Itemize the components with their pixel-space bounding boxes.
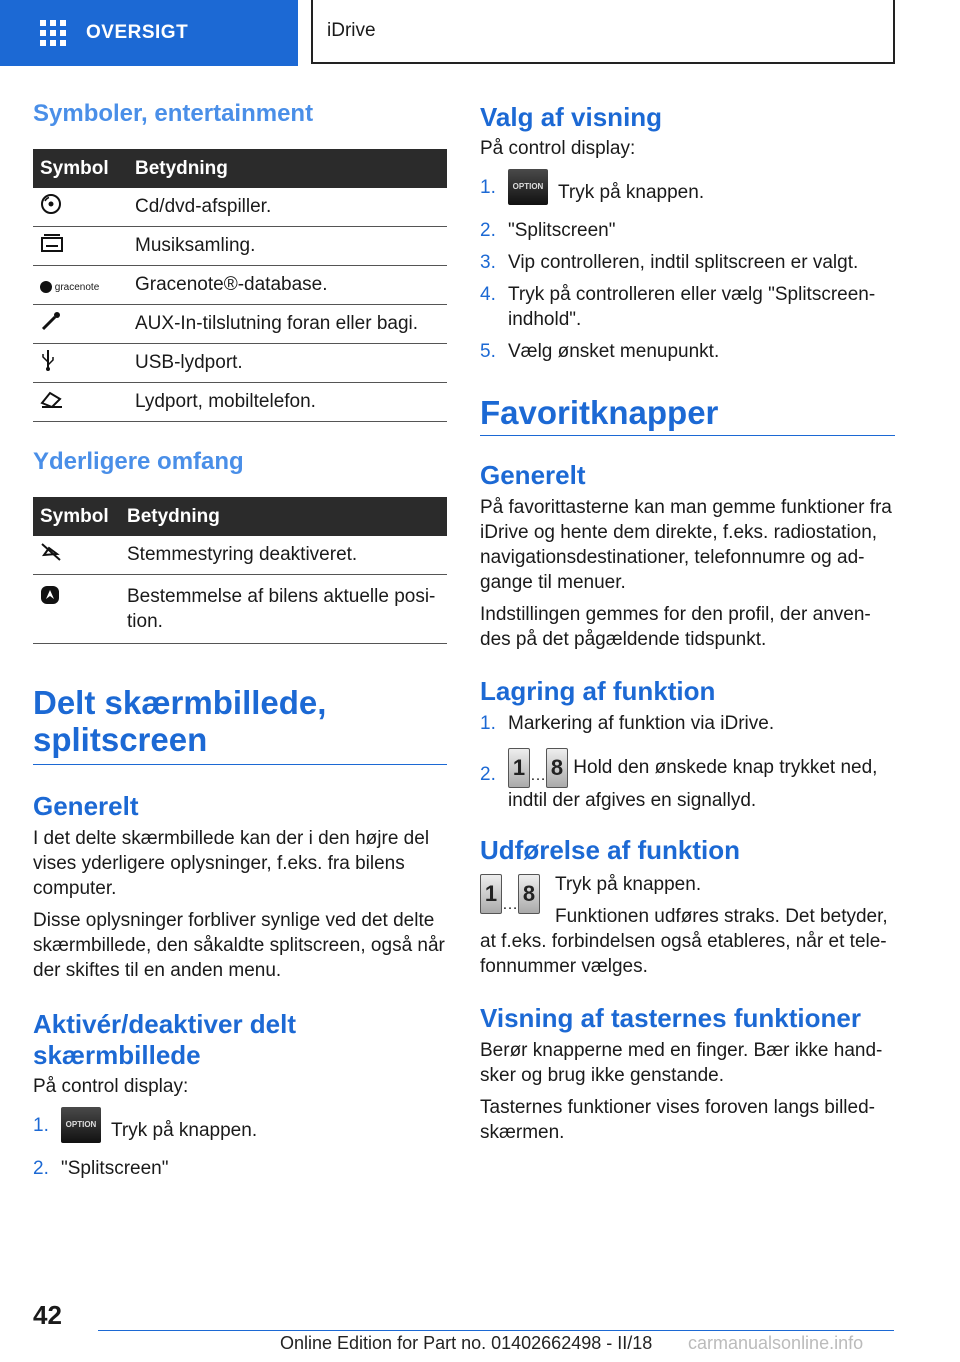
table-row: USB-lydport. (33, 344, 447, 383)
left-column (33, 100, 447, 1188)
table-row: Stemmestyring deaktiveret. (33, 536, 447, 575)
option-button-icon: OPTION (61, 1107, 101, 1143)
option-button-icon: OPTION (508, 169, 548, 205)
table-row: Musiksamling. (33, 227, 447, 266)
list-item: 2. "Splitscreen" (480, 220, 616, 241)
grid-icon (40, 20, 66, 46)
lagring-steps (480, 711, 895, 813)
udforelse-heading: Udførelse af funktion (480, 835, 741, 865)
visning-heading: Visning af tasternes funktioner (480, 1003, 861, 1033)
splitscreen-heading: Delt skærmbillede, splitscreen (33, 684, 327, 758)
list-item: 4. Tryk på controlleren eller vælg "Splitscreen-indhold". (480, 284, 876, 330)
paragraph: Indstillingen gemmes for den profil, der anven‐des på det pågældende tidspunkt. (480, 604, 871, 650)
paragraph: Berør knapperne med en finger. Bær ikke hand‐sker og brug ikke genstande. (480, 1040, 883, 1086)
table-row: Cd/dvd-afspiller. (33, 188, 447, 227)
list-item: 2. 1 … 8 Hold den ønskede knap trykket ned, indtil der afgives en signallyd. (480, 748, 895, 813)
section-title-entertainment: Symboler, entertainment (33, 100, 314, 127)
splitscreen-heading-wrap (33, 684, 447, 765)
right-column (480, 100, 895, 1145)
list-item: 1. Markering af funktion via iDrive. (480, 713, 775, 734)
phone-audio-icon (40, 389, 64, 409)
symbols-extended-table (33, 497, 447, 644)
breadcrumb[interactable]: iDrive (311, 0, 895, 64)
paragraph: Tryk på knappen. (555, 874, 702, 895)
favorite-keys-icon: 1 … 8 (480, 874, 540, 914)
favorite-key-8-icon: 8 (546, 748, 568, 788)
location-icon (40, 585, 60, 605)
paragraph: På control display: (480, 138, 636, 159)
table-row: Lydport, mobiltelefon. (33, 383, 447, 422)
overview-label: OVERSIGT (86, 22, 189, 43)
overview-nav-button[interactable] (0, 0, 298, 66)
aktiver-steps (33, 1113, 447, 1181)
usb-icon (40, 348, 56, 372)
list-item: 1. OPTION Tryk på knappen. (480, 175, 895, 211)
disc-icon (40, 193, 62, 215)
valg-heading: Valg af visning (480, 102, 663, 132)
valg-steps (480, 175, 895, 364)
paragraph: På control display: (33, 1076, 189, 1097)
table-row: AUX-In-tilslutning foran eller bagi. (33, 305, 447, 344)
col-symbol: Symbol (33, 497, 120, 536)
udforelse-block (480, 872, 895, 979)
section-title-extended: Yderligere omfang (33, 448, 244, 475)
aux-jack-icon (40, 310, 62, 332)
watermark[interactable]: carmanualsonline.info (688, 1333, 864, 1353)
symbols-entertainment-table (33, 149, 447, 422)
favorit-heading-wrap (480, 394, 895, 436)
list-item: 2. "Splitscreen" (33, 1158, 169, 1179)
col-meaning: Betydning (128, 149, 447, 188)
music-collection-icon (40, 233, 64, 253)
list-item: 3. Vip controlleren, indtil splitscreen er valgt. (480, 252, 859, 273)
list-item: 5. Vælg ønsket menupunkt. (480, 341, 720, 362)
aktiver-heading: Aktivér/deaktiver delt skærmbillede (33, 1009, 297, 1070)
top-bar (0, 0, 960, 66)
table-row: gracenote Gracenote®-database. (33, 266, 447, 305)
generelt-heading: Generelt (33, 791, 139, 821)
footer-divider (98, 1330, 894, 1331)
edition-text: Online Edition for Part no. 01402662498 - II/18 (280, 1333, 653, 1353)
page-number: 42 (33, 1300, 62, 1330)
favorit-heading: Favoritknapper (480, 394, 719, 431)
table-row: Bestemmelse af bilens aktuelle posi‐tion. (33, 575, 447, 644)
favorite-key-1-icon: 1 (508, 748, 530, 788)
paragraph: I det delte skærmbillede kan der i den højre del vises yderligere oplysninger, f.eks. fra bilens computer. (33, 828, 430, 899)
list-item: 1. OPTION Tryk på knappen. (33, 1113, 447, 1149)
col-symbol: Symbol (33, 149, 128, 188)
lagring-heading: Lagring af funktion (480, 676, 716, 706)
paragraph: Disse oplysninger forbliver synlige ved det delte skærmbillede, den såkaldte splitscreen, også når der skiftes til en anden menu. (33, 910, 445, 981)
paragraph: På favorittasterne kan man gemme funktioner fra iDrive og hente dem direkte, f.eks. radiostation, navigationsdestinationer, telefonnumre og ad‐gange til menuer. (480, 497, 892, 593)
generelt-heading: Generelt (480, 460, 586, 490)
gracenote-logo-icon: gracenote (40, 282, 99, 293)
col-meaning: Betydning (120, 497, 447, 536)
paragraph: Tasternes funktioner vises foroven langs billed‐skærmen. (480, 1097, 875, 1143)
paragraph: Funktionen udføres straks. Det betyder, at f.eks. forbindelsen også etableres, når et tele‐fonnummer vælges. (480, 906, 888, 977)
voice-off-icon (40, 542, 62, 562)
